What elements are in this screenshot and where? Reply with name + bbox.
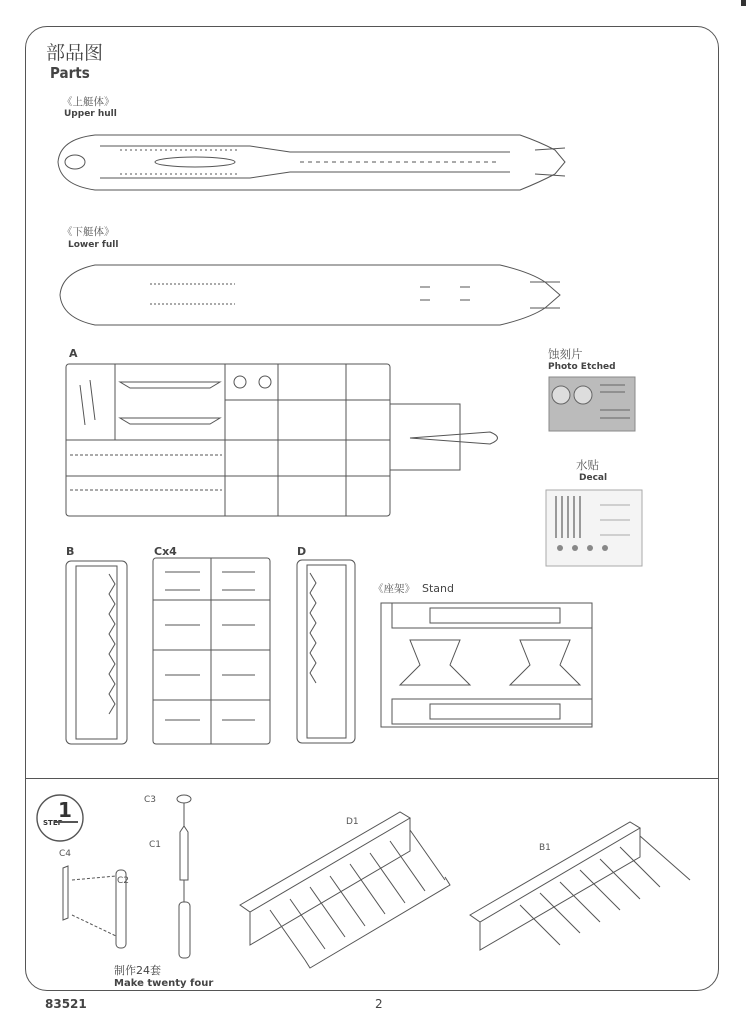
step1-b1-drawing: [470, 822, 690, 950]
sprue-a-label: A: [69, 347, 78, 360]
upper-hull-label-en: Upper hull: [64, 109, 117, 119]
part-c4-label: C4: [59, 849, 72, 859]
sprue-a-drawing: [66, 364, 498, 516]
step-badge: [37, 795, 83, 841]
product-code: 83521: [45, 997, 87, 1011]
stand-drawing: [381, 603, 592, 727]
step1-d1-drawing: [240, 812, 450, 968]
lower-hull-label-cn: 《下艇体》: [62, 226, 115, 238]
make-count-cn: 制作24套: [114, 964, 161, 977]
upper-hull-drawing: [58, 135, 565, 190]
sprue-d-drawing: [297, 560, 355, 743]
step-word: STEP: [43, 819, 63, 827]
lower-hull-drawing: [60, 265, 560, 325]
sprue-b-drawing: [66, 561, 127, 744]
part-c2-label: C2: [117, 876, 130, 886]
decal-label-cn: 水贴: [576, 458, 599, 472]
photo-etched-label-en: Photo Etched: [548, 362, 616, 372]
sprue-b-label: B: [66, 545, 75, 558]
page-number: 2: [375, 997, 383, 1011]
part-b1-label: B1: [539, 843, 551, 853]
upper-hull-label-cn: 《上艇体》: [62, 96, 115, 108]
make-count-en: Make twenty four: [114, 978, 214, 989]
stand-label-cn: 《座架》: [373, 583, 415, 595]
photo-etched-drawing: [549, 377, 635, 431]
sprue-c-label: Cx4: [154, 545, 177, 558]
page-title-cn: 部品图: [46, 42, 104, 64]
step-number: 1: [58, 798, 72, 822]
part-c3-label: C3: [144, 795, 157, 805]
lower-hull-label-en: Lower full: [68, 240, 119, 250]
part-d1-label: D1: [346, 817, 359, 827]
sprue-d-label: D: [297, 545, 307, 558]
step1-c4-c2-drawing: [63, 866, 126, 948]
decal-label-en: Decal: [579, 473, 608, 483]
part-c1-label: C1: [149, 840, 162, 850]
sprue-c-drawing: [153, 558, 270, 744]
decal-drawing: [546, 490, 642, 566]
page-title-en: Parts: [50, 64, 90, 82]
stand-label-en: Stand: [422, 582, 454, 595]
photo-etched-label-cn: 蚀刻片: [548, 347, 583, 361]
step1-c3-c1-drawing: [177, 795, 191, 958]
